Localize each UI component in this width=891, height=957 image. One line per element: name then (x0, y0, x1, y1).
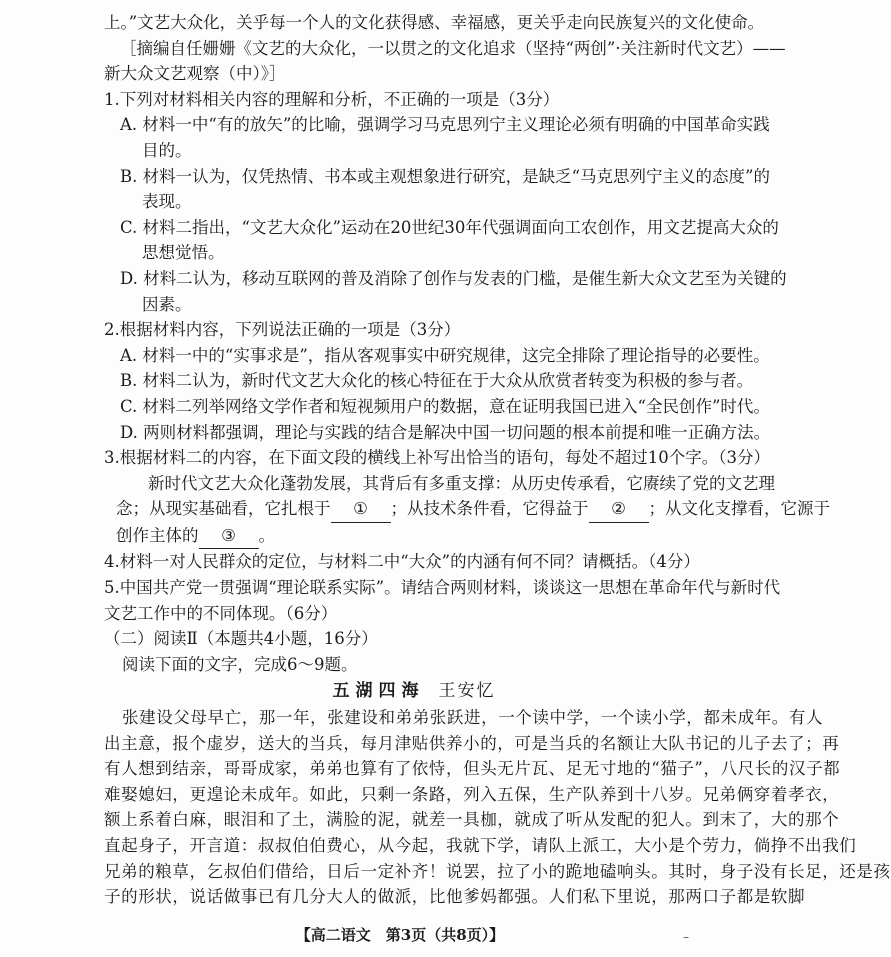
q1-option-c: C. 材料二指出，“文艺大众化”运动在20世纪30年代强调面向工农创作，用文艺提高大众的 (120, 217, 779, 237)
essay-line: 出主意，报个虚岁，送大的当兵，每月津贴供养小的，可是当兵的名额让大队书记的儿子去了；再 (104, 733, 840, 753)
q1-option-a-cont: 目的。 (142, 140, 192, 160)
page-footer: 【高二语文 第3页（共8页）】 (295, 926, 505, 944)
question-3-stem: 3.根据材料二的内容，在下面文段的横线上补写出恰当的语句，每处不超过10个字。（3分） (104, 448, 770, 468)
essay-line: 子的形状，说话做事已有几分大人的做派，比他爹妈都强。人们私下里说，那两口子都是软脚 (104, 887, 806, 907)
material-tail-text: 上。”文艺大众化，关乎每一个人的文化获得感、幸福感，更关乎走向民族复兴的文化使命。 (104, 13, 765, 32)
q2-option-d: D. 两则材料都强调，理论与实践的结合是解决中国一切问题的根本前提和唯一正确方法。 (120, 422, 771, 442)
q1-option-b-cont: 表现。 (142, 192, 192, 212)
q1-option-a: A. 材料一中“有的放矢”的比喻，强调学习马克思列宁主义理论必须有明确的中国革命实践 (120, 115, 770, 135)
question-4-stem: 4.材料一对人民群众的定位，与材料二中“大众”的内涵有何不同？请概括。（4分） (104, 552, 700, 572)
q3-blank-3[interactable]: ③ (199, 523, 259, 550)
section-instruction: 阅读下面的文字，完成6～9题。 (122, 654, 358, 674)
q3-text: ；从文化支撑看，它源于 (648, 499, 830, 519)
essay-line: 张建设父母早亡，那一年，张建设和弟弟张跃进，一个读中学，一个读小学，都未成年。有人 (122, 708, 824, 728)
source-citation-line-1: ［摘编自任姗姗《文艺的大众化，一以贯之的文化追求（坚持“两创”·关注新时代文艺）—— (120, 38, 786, 58)
q3-text: 。 (258, 525, 275, 545)
q2-option-a: A. 材料一中的“实事求是”，指从客观事实中研究规律，这完全排除了理论指导的必要性。 (120, 345, 770, 365)
q3-text: ；从技术条件看，它得益于 (390, 499, 589, 519)
q3-passage-line-1: 新时代文艺大众化蓬勃发展，其背后有多重支撑：从历史传承看，它赓续了党的文艺理 (148, 473, 775, 493)
essay-line: 难娶媳妇，更遑论未成年。如此，只剩一条路，列入五保，生产队养到十八岁。兄弟俩穿着孝衣， (104, 784, 840, 804)
q1-option-d-cont: 因素。 (142, 294, 192, 314)
q3-passage-line-3 (104, 523, 724, 550)
q3-text: 创作主体的 (116, 525, 199, 545)
q1-option-d: D. 材料二认为，移动互联网的普及消除了创作与发表的门槛，是催生新大众文艺至为关键的 (120, 268, 787, 288)
essay-line: 直起身子，开言道：叔叔伯伯费心，从今起，我就下学，请队上派工，大小是个劳力，倘挣不出我们 (104, 836, 857, 855)
question-1-stem: 1.下列对材料相关内容的理解和分析，不正确的一项是（3分） (104, 89, 560, 109)
essay-title-row (104, 679, 724, 705)
essay-line: 额上系着白麻，眼泪和了土，满脸的泥，就差一具枷，就成了听从发配的犯人。到末了，大的那个 (104, 810, 840, 830)
source-citation-line-2: 新大众文艺观察（中）》］ (104, 64, 286, 84)
essay-line: 有人想到结亲，哥哥成家，弟弟也算有了依恃，但头无片瓦、足无寸地的“猫子”，八尺长的汉子都 (104, 759, 841, 779)
q3-passage-line-2 (104, 496, 830, 523)
essay-line: 兄弟的粮草，乞叔伯们借给，日后一定补齐！说罢，拉了小的跪地磕响头。其时，身子没有长足，还是孩 (104, 861, 891, 881)
question-5-line-1: 5.中国共产党一贯强调“理论联系实际”。请结合两则材料，谈谈这一思想在革命年代与新时代 (104, 578, 781, 598)
question-2-stem: 2.根据材料内容，下列说法正确的一项是（3分） (104, 320, 461, 340)
q2-option-b: B. 材料二认为，新时代文艺大众化的核心特征在于大众从欣赏者转变为积极的参与者。 (120, 371, 754, 391)
q3-blank-2[interactable]: ② (589, 496, 649, 523)
q1-option-c-cont: 思想觉悟。 (142, 243, 225, 263)
q3-text: 念；从现实基础看，它扎根于 (116, 499, 331, 519)
q2-option-c: C. 材料二列举网络文学作者和短视频用户的数据，意在证明我国已进入“全民创作”时代。 (120, 396, 770, 416)
essay-body (104, 705, 891, 910)
essay-title: 五湖四海 (332, 681, 425, 702)
question-5-line-2: 文艺工作中的不同体现。（6分） (104, 603, 338, 623)
section-heading: （二）阅读Ⅱ（本题共4小题，16分） (104, 629, 378, 649)
corner-mark: – (683, 930, 689, 944)
q1-option-b: B. 材料一认为，仅凭热情、书本或主观想象进行研究，是缺乏“马克思列宁主义的态度”的 (120, 166, 770, 186)
essay-author: 王安忆 (438, 681, 496, 702)
q3-blank-1[interactable]: ① (331, 496, 391, 523)
